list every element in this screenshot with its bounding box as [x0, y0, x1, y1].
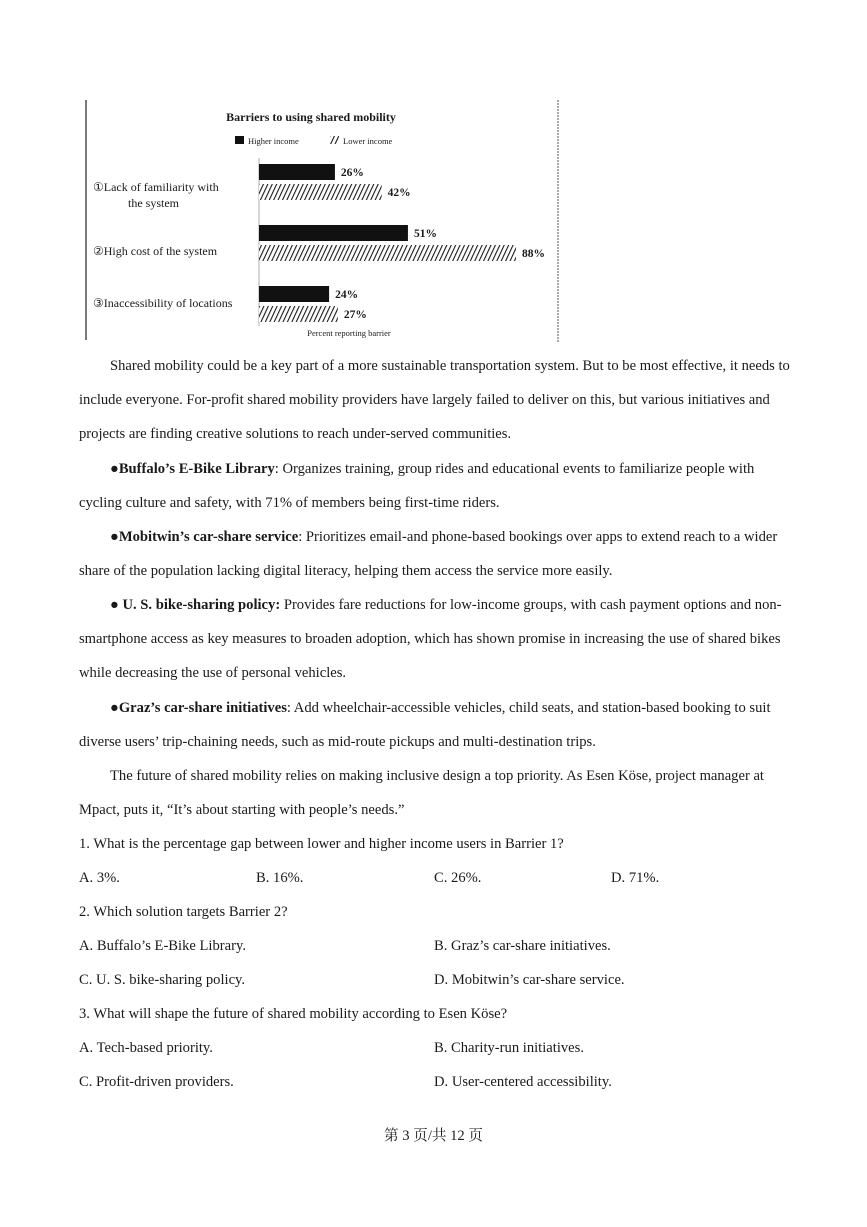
q3-option-a[interactable]: A. Tech-based priority. [79, 1040, 213, 1056]
bar-lower-income [259, 306, 338, 322]
solution-name: Graz’s car-share initiatives [118, 700, 287, 716]
q1-option-a[interactable]: A. 3%. [79, 870, 120, 886]
solution-text: : Organizes training, group rides and educational events to familiarize people with cycling culture and safety, with 71% of members being first-time riders. [79, 461, 755, 511]
question-3: 3. What will shape the future of shared mobility according to Esen Köse? [79, 1006, 508, 1022]
legend-swatch-lower [330, 136, 339, 144]
q3-option-b[interactable]: B. Charity-run initiatives. [434, 1040, 584, 1056]
solution-buffalo [79, 452, 791, 520]
bar-lower-income [259, 245, 516, 261]
legend-swatch-higher [235, 136, 244, 144]
page-number: 第 3 页/共 12 页 [384, 1128, 483, 1144]
q3-option-d[interactable]: D. User-centered accessibility. [434, 1074, 612, 1090]
data-label: 27% [343, 309, 367, 321]
solution-text: : Add wheelchair-accessible vehicles, child seats, and station-based booking to suit diverse users’ trip-chaining needs, such as mid-route pickups and multi-destination trips. [79, 700, 771, 750]
bar-lower-income [259, 184, 382, 200]
data-label: 88% [522, 248, 545, 260]
bullet-dot: ● [110, 529, 119, 545]
passage-intro: Shared mobility could be a key part of a more sustainable transportation system. But to be most effective, it needs to include everyone. For-profit shared mobility providers have largely failed to deliver on this, but various initiatives and projects are finding creative solutions to reach under-served communities. [79, 358, 790, 442]
bar-higher-income [259, 164, 335, 180]
q1-option-b[interactable]: B. 16%. [256, 870, 304, 886]
solution-name: U. S. bike-sharing policy: [122, 597, 281, 613]
chart-title: Barriers to using shared mobility [226, 110, 396, 124]
q2-option-a[interactable]: A. Buffalo’s E-Bike Library. [79, 938, 246, 954]
q3-option-c[interactable]: C. Profit-driven providers. [79, 1074, 234, 1090]
data-label: 42% [387, 187, 411, 199]
q2-option-c[interactable]: C. U. S. bike-sharing policy. [79, 972, 246, 988]
bar-higher-income [259, 225, 408, 241]
barrier-chart-svg [0, 0, 867, 350]
data-label: 24% [335, 289, 359, 301]
solution-text: : Prioritizes email-and phone-based bookings over apps to extend reach to a wider share of the population lacking digital literacy, helping them access the service more easily. [79, 529, 778, 579]
category-label: ②High cost of the system [93, 244, 218, 258]
solution-name: Buffalo’s E-Bike Library [118, 461, 275, 477]
legend-label-higher: Higher income [248, 136, 299, 146]
passage-conclusion: The future of shared mobility relies on making inclusive design a top priority. As Esen Köse, project manager at Mpact, puts it, “It’s about starting with people’s needs.” [79, 768, 764, 818]
solution-mobitwin [79, 520, 791, 588]
category-label: ①Lack of familiarity with [93, 180, 219, 194]
question-2: 2. Which solution targets Barrier 2? [79, 904, 288, 920]
solution-name: Mobitwin’s car-share service [118, 529, 299, 545]
x-axis-label: Percent reporting barrier [307, 328, 391, 338]
barrier-chart [0, 0, 867, 350]
data-label: 51% [413, 228, 437, 240]
q2-option-d[interactable]: D. Mobitwin’s car-share service. [434, 972, 625, 988]
bullet-dot: ● [110, 700, 119, 716]
q1-option-c[interactable]: C. 26%. [434, 870, 482, 886]
bullet-dot: ● [110, 461, 119, 477]
question-1: 1. What is the percentage gap between lower and higher income users in Barrier 1? [79, 836, 564, 852]
solution-text: Provides fare reductions for low-income groups, with cash payment options and non-smartphone access as key measures to broaden adoption, which has shown promise in increasing the use of shared bikes while decreasing the use of personal vehicles. [79, 597, 782, 681]
q2-option-b[interactable]: B. Graz’s car-share initiatives. [434, 938, 611, 954]
legend-label-lower: Lower income [343, 136, 393, 146]
q1-option-d[interactable]: D. 71%. [611, 870, 660, 886]
bullet-dot: ● [110, 597, 123, 613]
data-label: 26% [340, 167, 364, 179]
solution-us-bike-sharing [79, 588, 791, 690]
category-label: ③Inaccessibility of locations [93, 296, 233, 310]
bar-higher-income [259, 286, 329, 302]
solution-graz [79, 691, 791, 759]
category-label: the system [128, 196, 179, 210]
